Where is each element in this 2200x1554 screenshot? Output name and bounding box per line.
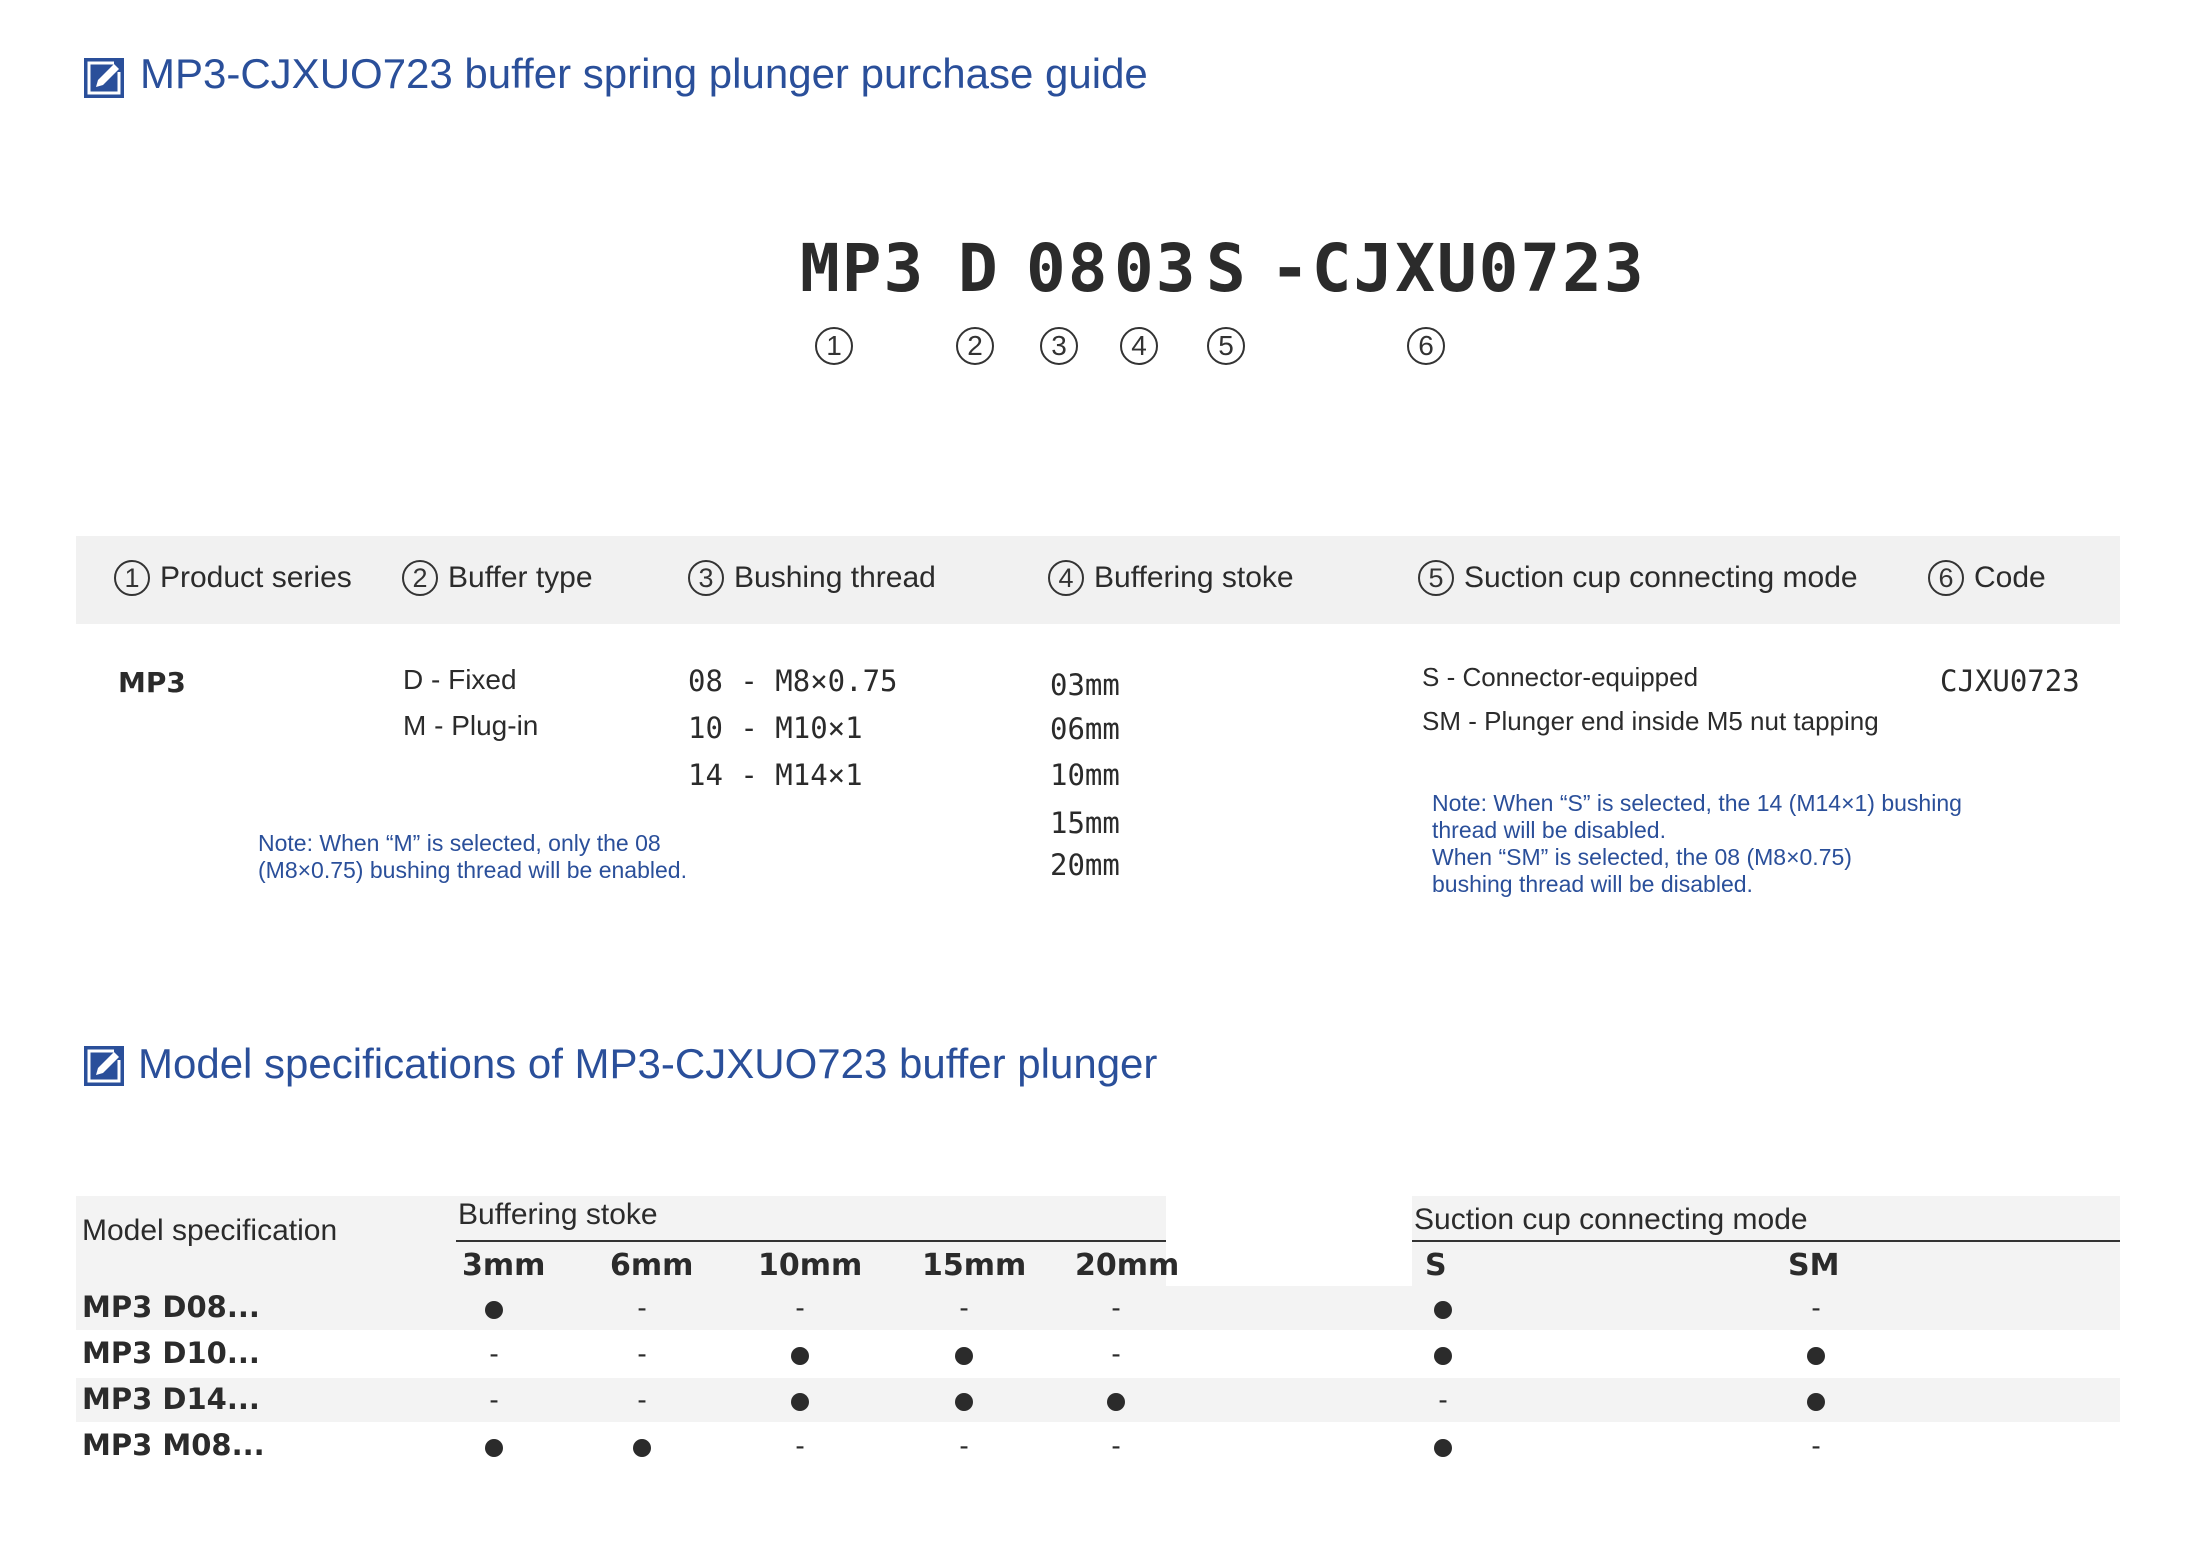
filled-dot-icon	[485, 1301, 503, 1319]
header-label: Buffer type	[448, 561, 593, 594]
mode-cell-unavailable: -	[1438, 1384, 1448, 1415]
option-type-fixed: D - Fixed	[403, 664, 517, 695]
header-number-6: 6	[1928, 560, 1964, 596]
pencil-edit-icon	[84, 58, 124, 98]
option-thread-08: 08 - M8×0.75	[688, 664, 898, 698]
stroke-cell-unavailable: -	[489, 1384, 499, 1415]
filled-dot-icon	[955, 1347, 973, 1365]
header-code	[1928, 560, 2046, 596]
header-buffering-stroke	[1048, 560, 1294, 596]
mode-cell-available	[1413, 1338, 1473, 1370]
code-number-3: 3	[1040, 327, 1078, 365]
stroke-cell-available	[464, 1292, 524, 1324]
code-number-5: 5	[1207, 327, 1245, 365]
stroke-cell-unavailable: -	[1111, 1292, 1121, 1323]
code-part-thread: 08	[1026, 230, 1110, 307]
col-sm: SM	[1788, 1248, 1840, 1283]
code-part-type: D	[958, 230, 1000, 307]
note-buffer-type: Note: When “M” is selected, only the 08 (M8×0.75) bushing thread will be enabled.	[258, 830, 687, 883]
col-10mm: 10mm	[758, 1248, 863, 1283]
col-15mm: 15mm	[922, 1248, 1027, 1283]
section-title-purchase-guide: MP3-CJXUO723 buffer spring plunger purchase guide	[140, 50, 1148, 97]
code-part-stroke: 03	[1114, 230, 1198, 307]
option-series-mp3: MP3	[118, 666, 186, 699]
header-label: Product series	[160, 561, 352, 594]
header-label: Buffering stoke	[1094, 561, 1294, 594]
filled-dot-icon	[485, 1439, 503, 1457]
header-bushing-thread	[688, 560, 936, 596]
option-type-plugin: M - Plug-in	[403, 710, 539, 741]
mode-cell-unavailable: -	[1811, 1292, 1821, 1323]
header-product-series	[114, 560, 352, 596]
col-3mm: 3mm	[462, 1248, 546, 1283]
table-row-model: MP3 D14...	[82, 1382, 260, 1416]
mode-cell-unavailable: -	[1811, 1430, 1821, 1461]
spec-model-header: Model specification	[82, 1214, 338, 1247]
filled-dot-icon	[955, 1393, 973, 1411]
option-code: CJXU0723	[1940, 664, 2080, 698]
header-label: Suction cup connecting mode	[1464, 561, 1858, 594]
mode-cell-available	[1786, 1384, 1846, 1416]
filled-dot-icon	[791, 1347, 809, 1365]
stroke-cell-unavailable: -	[959, 1292, 969, 1323]
code-number-2: 2	[956, 327, 994, 365]
option-thread-14: 14 - M14×1	[688, 758, 863, 792]
stroke-cell-unavailable: -	[489, 1338, 499, 1369]
spec-mode-group: Suction cup connecting mode	[1414, 1203, 1808, 1236]
filled-dot-icon	[1434, 1301, 1452, 1319]
stroke-cell-unavailable: -	[637, 1338, 647, 1369]
option-stroke-06: 06mm	[1050, 712, 1120, 746]
header-buffer-type	[402, 560, 593, 596]
code-part-series: MP3	[800, 230, 926, 307]
mode-cell-available	[1413, 1292, 1473, 1324]
code-part-mode: S	[1206, 230, 1248, 307]
pencil-edit-icon	[84, 1046, 124, 1086]
stroke-cell-unavailable: -	[637, 1384, 647, 1415]
header-number-2: 2	[402, 560, 438, 596]
filled-dot-icon	[1434, 1439, 1452, 1457]
option-stroke-15: 15mm	[1050, 806, 1120, 840]
col-6mm: 6mm	[610, 1248, 694, 1283]
filled-dot-icon	[791, 1393, 809, 1411]
table-row-model: MP3 D08...	[82, 1290, 260, 1324]
mode-group-rule	[1412, 1240, 2120, 1242]
note-suction-mode: Note: When “S” is selected, the 14 (M14×1) bushing thread will be disabled. When “SM” is selected, the 08 (M8×0.75) bushing thread will be disabled.	[1432, 790, 1962, 897]
filled-dot-icon	[1807, 1347, 1825, 1365]
stroke-cell-unavailable: -	[637, 1292, 647, 1323]
option-stroke-03: 03mm	[1050, 668, 1120, 702]
table-row-model: MP3 D10...	[82, 1336, 260, 1370]
mode-cell-available	[1786, 1338, 1846, 1370]
code-number-4: 4	[1120, 327, 1158, 365]
code-number-6: 6	[1407, 327, 1445, 365]
header-number-5: 5	[1418, 560, 1454, 596]
stroke-cell-available	[770, 1338, 830, 1370]
stroke-cell-unavailable: -	[1111, 1430, 1121, 1461]
option-stroke-20: 20mm	[1050, 848, 1120, 882]
filled-dot-icon	[633, 1439, 651, 1457]
header-number-3: 3	[688, 560, 724, 596]
stroke-cell-unavailable: -	[795, 1292, 805, 1323]
stroke-cell-available	[770, 1384, 830, 1416]
filled-dot-icon	[1107, 1393, 1125, 1411]
header-label: Bushing thread	[734, 561, 936, 594]
code-part-code: -CJXU0723	[1270, 230, 1646, 307]
stroke-cell-available	[464, 1430, 524, 1462]
header-number-4: 4	[1048, 560, 1084, 596]
spec-stroke-group: Buffering stoke	[458, 1198, 658, 1231]
stroke-cell-unavailable: -	[959, 1430, 969, 1461]
stroke-group-rule	[456, 1240, 1166, 1242]
stroke-cell-unavailable: -	[1111, 1338, 1121, 1369]
header-number-1: 1	[114, 560, 150, 596]
header-suction-cup-mode	[1418, 560, 1858, 596]
col-20mm: 20mm	[1075, 1248, 1180, 1283]
stroke-cell-unavailable: -	[795, 1430, 805, 1461]
stroke-cell-available	[934, 1384, 994, 1416]
col-s: S	[1425, 1248, 1447, 1283]
filled-dot-icon	[1434, 1347, 1452, 1365]
stroke-cell-available	[612, 1430, 672, 1462]
mode-cell-available	[1413, 1430, 1473, 1462]
section-title-model-specs: Model specifications of MP3-CJXUO723 buffer plunger	[138, 1040, 1158, 1087]
code-number-1: 1	[815, 327, 853, 365]
option-mode-sm: SM - Plunger end inside M5 nut tapping	[1422, 706, 1879, 736]
table-row-model: MP3 M08...	[82, 1428, 265, 1462]
header-label: Code	[1974, 561, 2046, 594]
stroke-cell-available	[1086, 1384, 1146, 1416]
option-thread-10: 10 - M10×1	[688, 711, 863, 745]
option-stroke-10: 10mm	[1050, 758, 1120, 792]
stroke-cell-available	[934, 1338, 994, 1370]
filled-dot-icon	[1807, 1393, 1825, 1411]
option-mode-s: S - Connector-equipped	[1422, 662, 1699, 692]
